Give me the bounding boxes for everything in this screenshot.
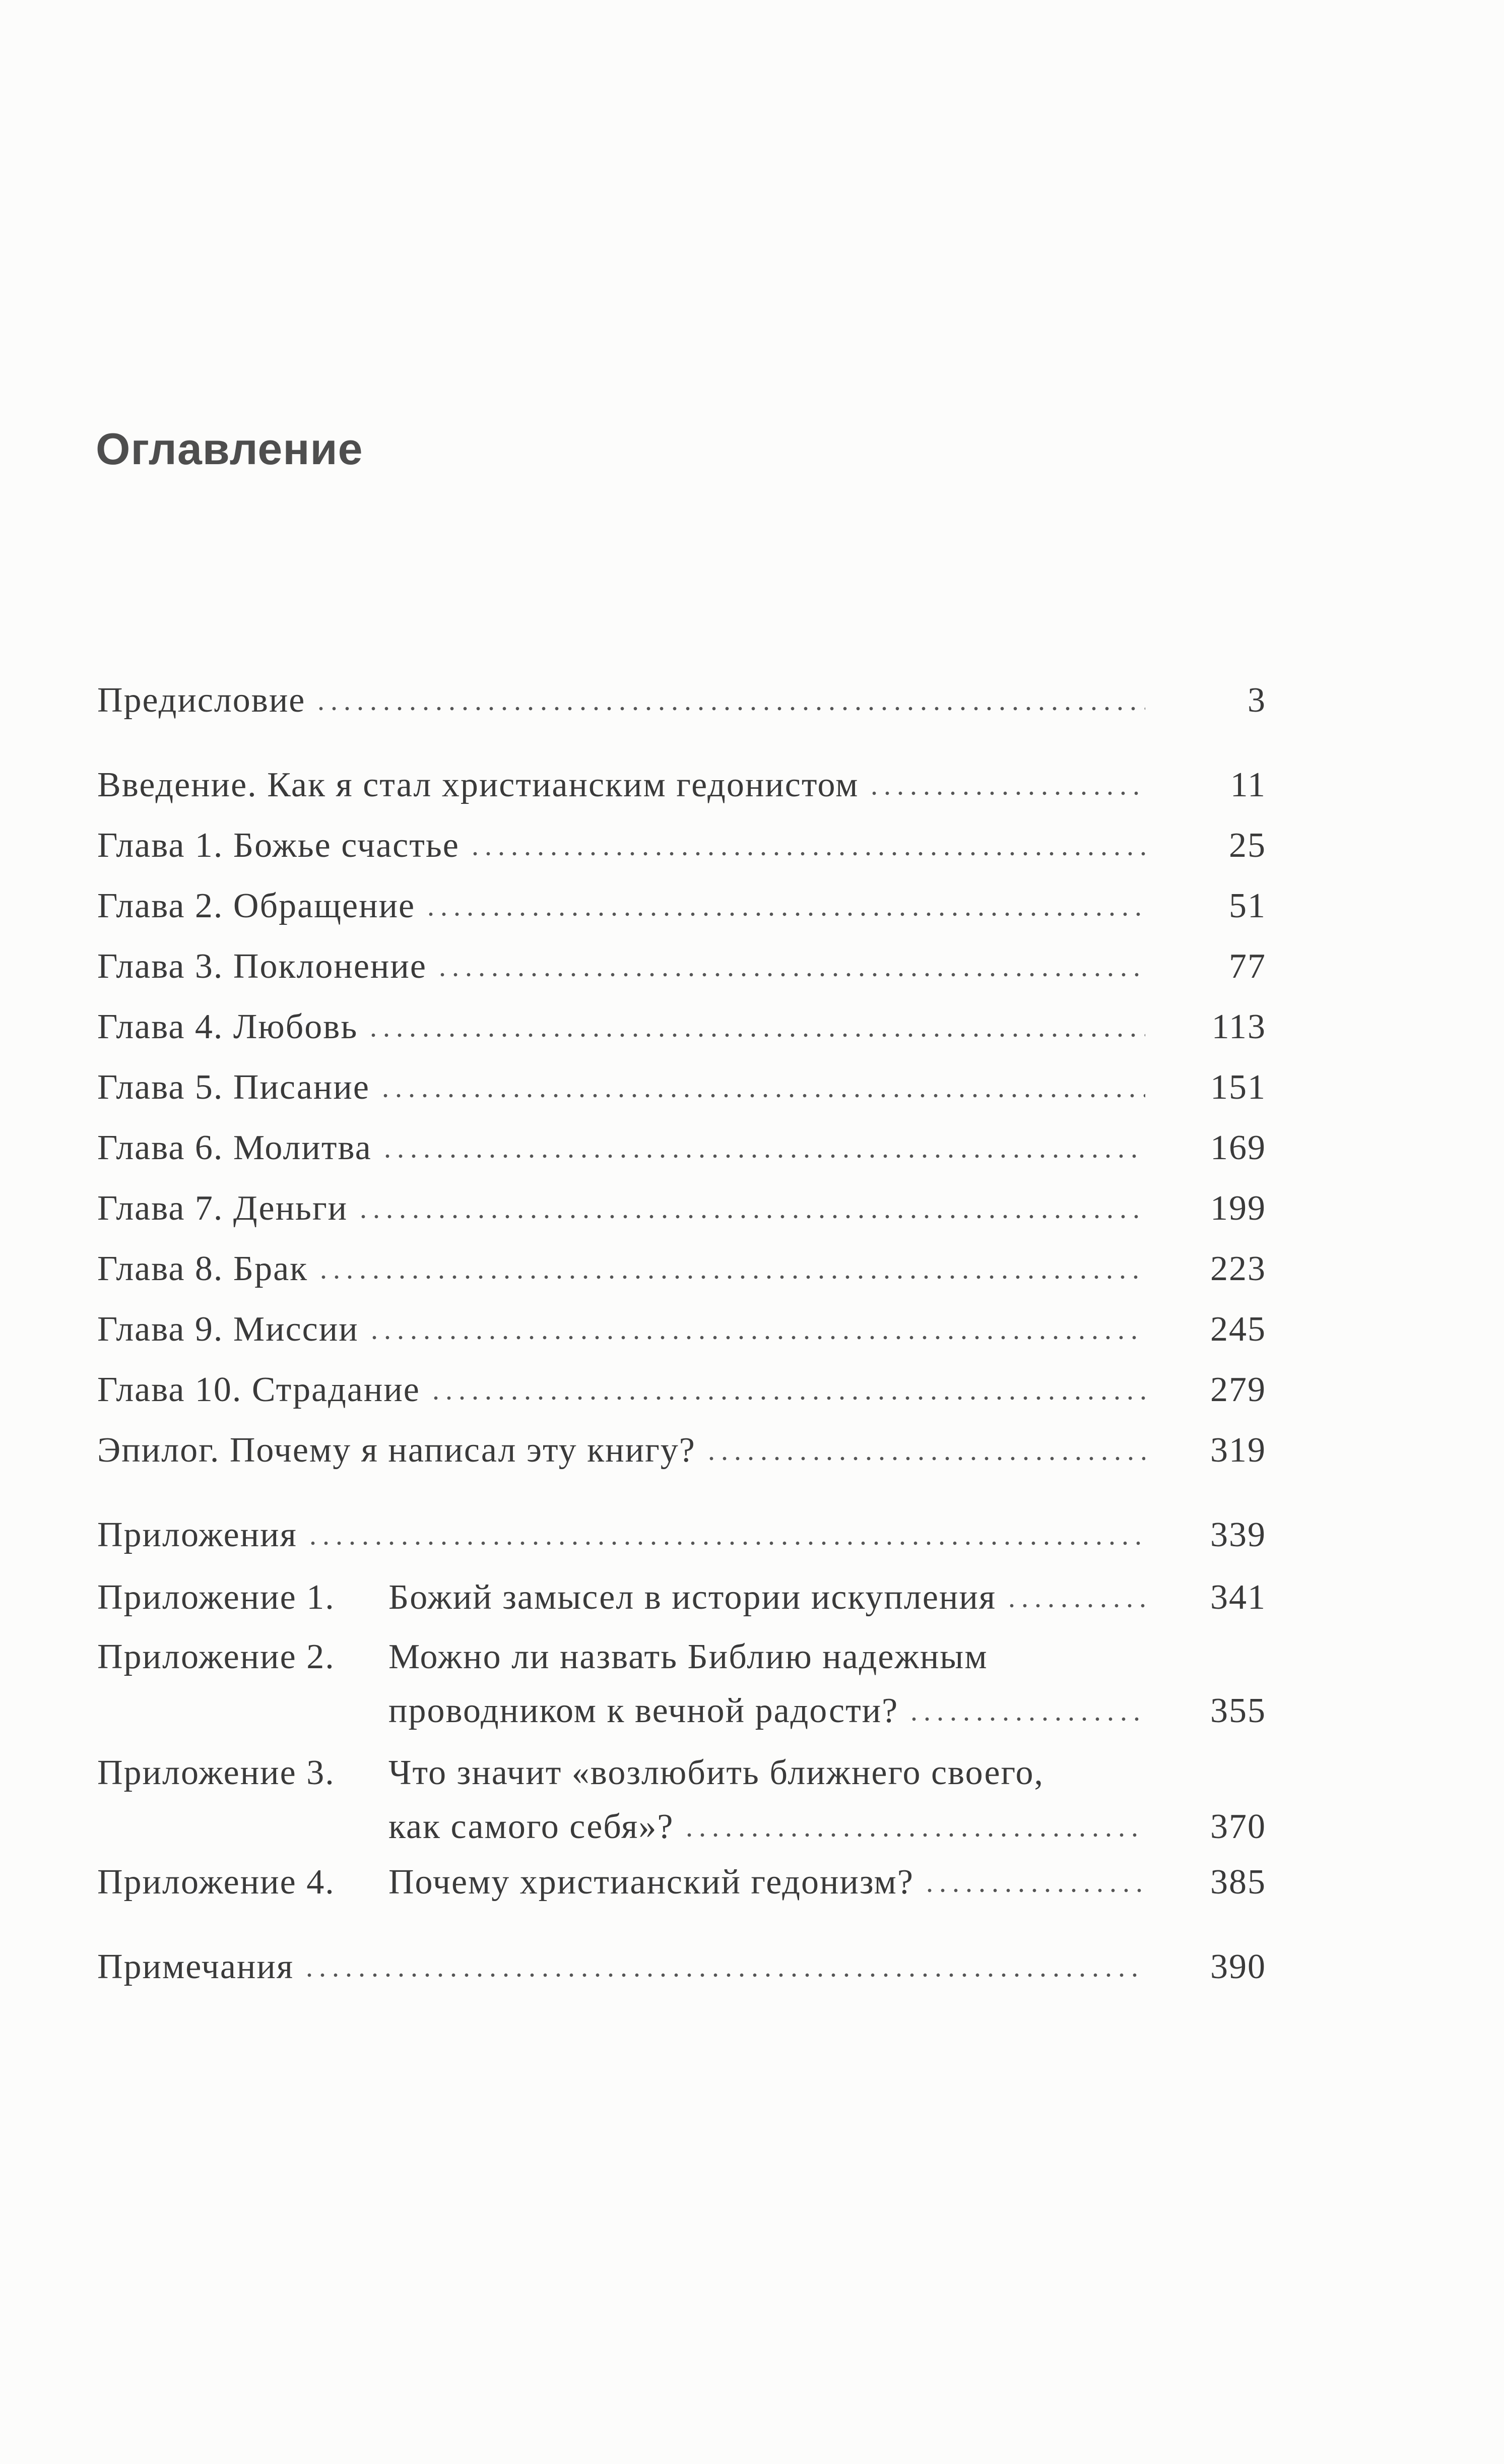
entry-title-line-2: как самого себя»? — [388, 1807, 674, 1846]
dot-leader — [314, 702, 1145, 712]
entry-title: Глава 6. Молитва — [97, 1128, 372, 1167]
entry-page: 77 — [1229, 947, 1266, 986]
entry-title: Глава 1. Божье счастье — [97, 826, 460, 865]
entry-title: Божий замысел в истории искупления — [388, 1578, 997, 1617]
entry-page: 151 — [1210, 1068, 1266, 1107]
dot-leader — [381, 1149, 1145, 1159]
toc-entry-chapter[interactable] — [97, 936, 1266, 997]
entry-title: Приложения — [97, 1515, 297, 1554]
dot-leader — [436, 968, 1145, 978]
entry-page: 370 — [1210, 1807, 1266, 1846]
entry-title-line-2: проводником к вечной радости? — [388, 1691, 899, 1730]
toc-entry-appendix-4[interactable] — [97, 1852, 1266, 1913]
entry-title: Введение. Как я стал христианским гедонистом — [97, 766, 859, 804]
dot-leader — [868, 786, 1145, 796]
dot-leader — [683, 1828, 1145, 1838]
dot-leader — [469, 847, 1145, 857]
entry-title: Глава 7. Деньги — [97, 1189, 348, 1228]
entry-page: 339 — [1210, 1515, 1266, 1554]
dot-leader — [379, 1089, 1145, 1099]
dot-leader — [424, 907, 1145, 917]
toc-entry-introduction[interactable] — [97, 755, 1266, 815]
dot-leader — [429, 1391, 1145, 1401]
toc-entry-chapter[interactable] — [97, 1360, 1266, 1420]
appendix-prefix: Приложение 4. — [97, 1863, 335, 1902]
entry-page: 25 — [1229, 826, 1266, 865]
dot-leader — [306, 1536, 1145, 1546]
toc-entry-epilogue[interactable] — [97, 1420, 1266, 1481]
entry-page: 390 — [1210, 1947, 1266, 1986]
table-of-contents — [97, 670, 1266, 1997]
entry-page: 319 — [1210, 1431, 1266, 1470]
entry-title-line-1: Что значит «возлюбить ближнего своего, — [388, 1753, 1044, 1792]
toc-entry-chapter[interactable] — [97, 815, 1266, 876]
toc-entry-chapter[interactable] — [97, 1299, 1266, 1360]
entry-page: 199 — [1210, 1189, 1266, 1228]
dot-leader — [303, 1968, 1145, 1978]
toc-entry-chapter[interactable] — [97, 1057, 1266, 1118]
dot-leader — [923, 1883, 1145, 1893]
entry-page: 279 — [1210, 1370, 1266, 1409]
entry-page: 51 — [1229, 887, 1266, 925]
entry-title: Эпилог. Почему я написал эту книгу? — [97, 1431, 696, 1470]
toc-entry-chapter[interactable] — [97, 1178, 1266, 1239]
dot-leader — [317, 1270, 1145, 1280]
entry-page: 11 — [1230, 766, 1266, 804]
dot-leader — [367, 1028, 1145, 1038]
entry-title: Глава 5. Писание — [97, 1068, 370, 1107]
entry-title: Примечания — [97, 1947, 294, 1986]
dot-leader — [1005, 1599, 1145, 1609]
appendix-prefix: Приложение 2. — [97, 1637, 335, 1676]
toc-entry-chapter[interactable] — [97, 997, 1266, 1057]
dot-leader — [357, 1210, 1145, 1220]
entry-title: Глава 3. Поклонение — [97, 947, 427, 986]
toc-entry-preface[interactable] — [97, 670, 1266, 731]
toc-entry-appendix-2[interactable] — [97, 1628, 1266, 1736]
page-title: Оглавление — [96, 424, 363, 474]
entry-page: 245 — [1210, 1310, 1266, 1349]
entry-page: 355 — [1210, 1691, 1266, 1730]
entry-title: Предисловие — [97, 681, 306, 720]
toc-entry-notes[interactable] — [97, 1937, 1266, 1997]
toc-entry-appendix-1[interactable] — [97, 1567, 1266, 1628]
dot-leader — [907, 1712, 1145, 1722]
toc-entry-appendices[interactable] — [97, 1505, 1266, 1565]
dot-leader — [705, 1451, 1145, 1462]
entry-title: Глава 10. Страдание — [97, 1370, 420, 1409]
appendix-prefix: Приложение 3. — [97, 1753, 335, 1792]
entry-page: 113 — [1211, 1007, 1266, 1046]
appendix-prefix: Приложение 1. — [97, 1578, 335, 1617]
entry-title: Глава 2. Обращение — [97, 887, 416, 925]
entry-title: Глава 9. Миссии — [97, 1310, 359, 1349]
entry-page: 223 — [1210, 1249, 1266, 1288]
entry-page: 169 — [1210, 1128, 1266, 1167]
entry-page: 385 — [1210, 1863, 1266, 1902]
toc-entry-appendix-3[interactable] — [97, 1744, 1266, 1852]
entry-title: Почему христианский гедонизм? — [388, 1863, 914, 1902]
toc-entry-chapter[interactable] — [97, 876, 1266, 936]
toc-entry-chapter[interactable] — [97, 1118, 1266, 1178]
entry-title-line-1: Можно ли назвать Библию надежным — [388, 1637, 988, 1676]
entry-page: 3 — [1248, 681, 1266, 720]
toc-entry-chapter[interactable] — [97, 1239, 1266, 1299]
entry-title: Глава 4. Любовь — [97, 1007, 358, 1046]
dot-leader — [368, 1331, 1145, 1341]
entry-page: 341 — [1210, 1578, 1266, 1617]
entry-title: Глава 8. Брак — [97, 1249, 308, 1288]
